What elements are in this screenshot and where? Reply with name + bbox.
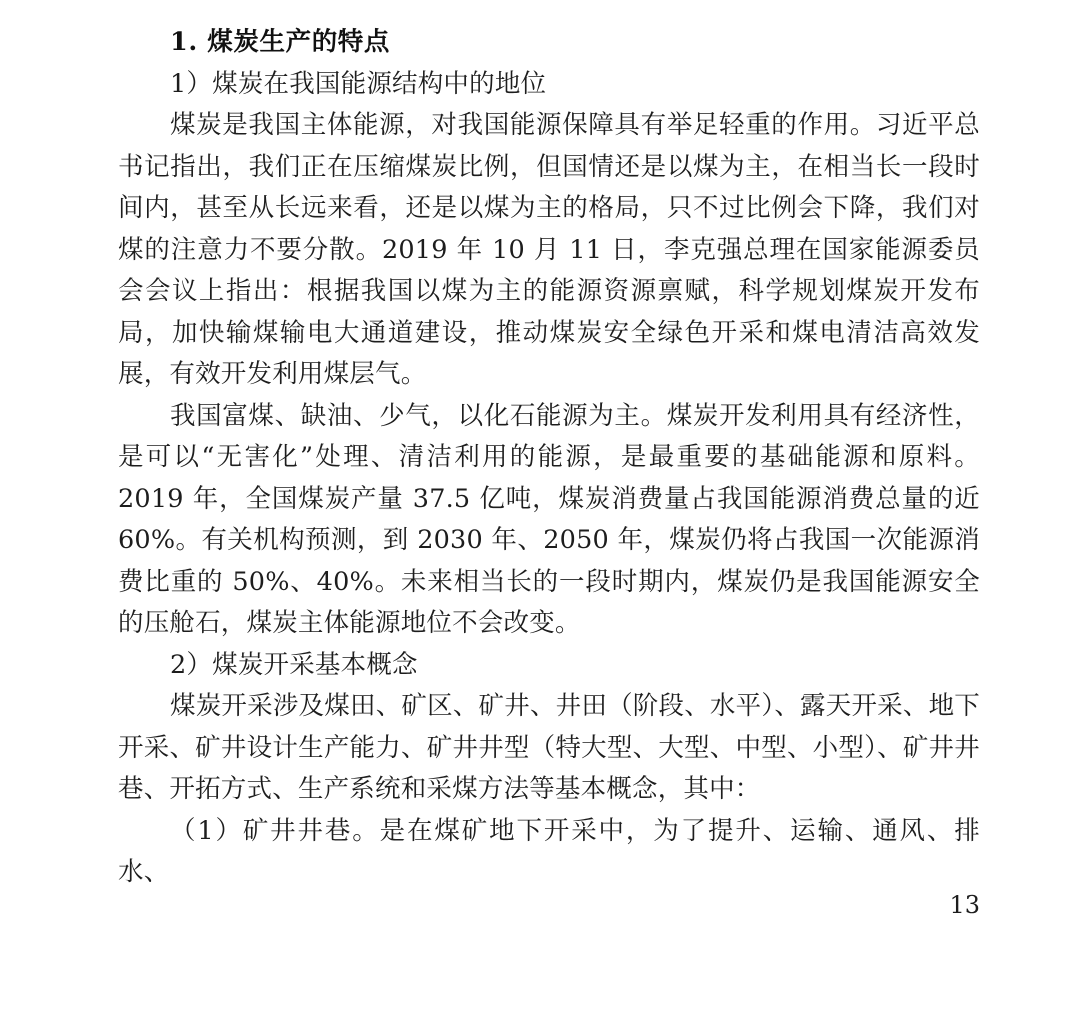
subheading-1: 1）煤炭在我国能源结构中的地位: [170, 68, 547, 99]
page-title: 1. 煤炭生产的特点: [170, 27, 390, 57]
page-number: 13: [949, 891, 980, 919]
page-content: [118, 22, 980, 894]
subheading-2: 2）煤炭开采基本概念: [170, 649, 418, 680]
paragraph-1: 煤炭是我国主体能源，对我国能源保障具有举足轻重的作用。习近平总书记指出，我们正在压缩煤炭比例，但国情还是以煤为主，在相当长一段时间内，甚至从长远来看，还是以煤为主的格局，只不过比例会下降，我们对煤的注意力不要分散。2019 年 10 月 11 日，李克强总理在国家能源委员会会议上指出：根据我国以煤为主的能源资源禀赋，科学规划煤炭开发布局，加快输煤输电大通道建设，推动煤炭安全绿色开采和煤电清洁高效发展，有效开发利用煤层气。: [118, 110, 980, 389]
paragraph-4: （1）矿井井巷。是在煤矿地下开采中，为了提升、运输、通风、排水、: [118, 815, 980, 887]
paragraph-2: 我国富煤、缺油、少气，以化石能源为主。煤炭开发利用具有经济性，是可以“无害化”处理、清洁利用的能源，是最重要的基础能源和原料。2019 年，全国煤炭产量 37.5 亿吨，煤炭消费量占我国能源消费总量的近 60%。有关机构预测，到 2030 年、2050 年，煤炭仍将占我国一次能源消费比重的 50%、40%。未来相当长的一段时期内，煤炭仍是我国能源安全的压舱石，煤炭主体能源地位不会改变。: [118, 400, 980, 638]
paragraph-3: 煤炭开采涉及煤田、矿区、矿井、井田（阶段、水平）、露天开采、地下开采、矿井设计生产能力、矿井井型（特大型、大型、中型、小型）、矿井井巷、开拓方式、生产系统和采煤方法等基本概念，其中：: [118, 691, 980, 804]
